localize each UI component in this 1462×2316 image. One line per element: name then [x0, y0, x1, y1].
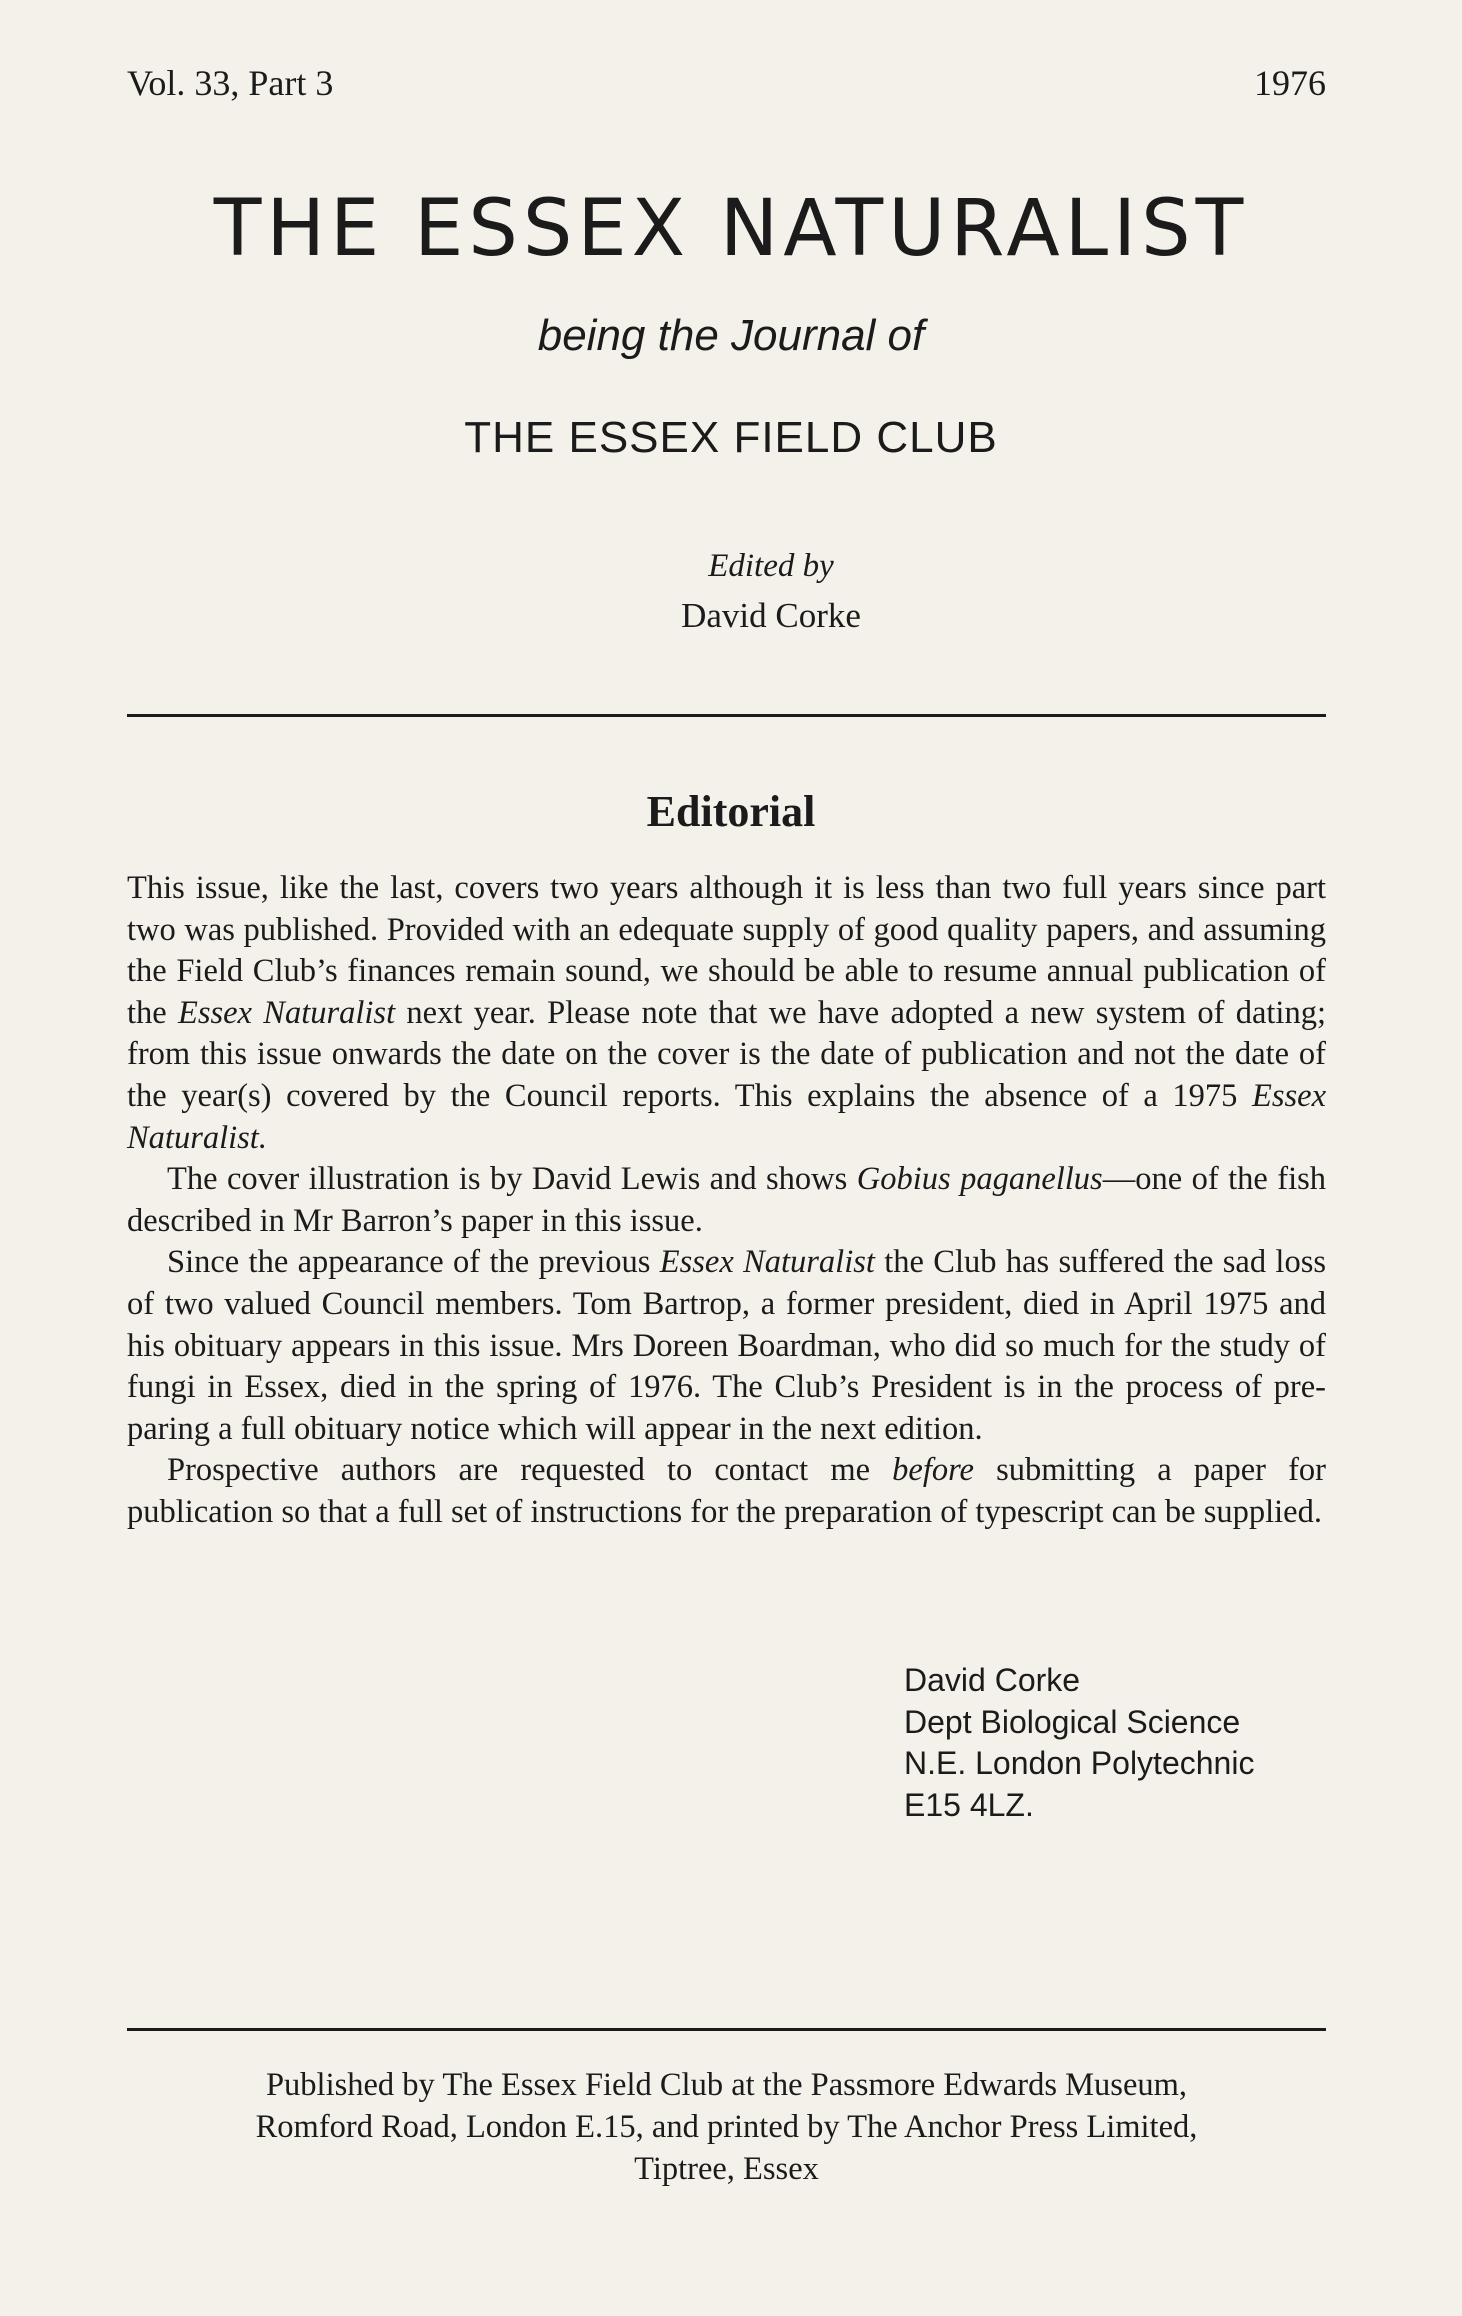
editor-signature	[904, 1660, 1254, 1826]
volume-label: Vol. 33, Part 3	[127, 63, 334, 103]
club-name: THE ESSEX FIELD CLUB	[464, 413, 998, 462]
editorial-paragraph-2: The cover illustration is by David Lewis and shows Gobius paganellus—one of the fish described in Mr Barron’s paper in this issue.	[127, 1161, 1327, 1239]
edited-by-label: Edited by	[708, 548, 834, 584]
signature-name: David Corke	[904, 1662, 1081, 1698]
divider-rule-bottom	[127, 2028, 1326, 2031]
editorial-heading: Editorial	[646, 787, 816, 836]
divider-rule-top	[127, 714, 1326, 717]
editor-name: David Corke	[681, 596, 861, 635]
editorial-paragraph-4: Prospective authors are requested to contact me before submitting a paper for publication so that a full set of instructions for the preparation of typescript can be supplied.	[127, 1452, 1326, 1530]
journal-title: THE ESSEX NATURALIST	[213, 184, 1249, 274]
publisher-imprint: Published by The Essex Field Club at the Passmore Edwards Museum, Romford Road, London E.15, and printed by The Anchor Press Limited, Tiptree, Essex	[255, 2067, 1198, 2187]
signature-department: Dept Biological Science	[904, 1703, 1241, 1740]
editorial-paragraph-1: This issue, like the last, covers two years although it is less than two full years since part two was published. Provided with an edequate supply of good quality papers, and assuming the Field Club’s finances remain sound, we should be able to resume annual publication of the Essex Naturalist next year. Please note that we have adopted a new system of dating; from this issue onwards the date on the cover is the date of publication and not the date of the year(s) covered by the Council reports. This explains the absence of a 1975 Essex Naturalist.	[127, 870, 1326, 1156]
editorial-body	[127, 868, 1326, 1534]
running-head	[127, 62, 1326, 112]
signature-postcode: E15 4LZ.	[904, 1786, 1034, 1823]
year-label: 1976	[1254, 63, 1326, 103]
signature-institution: N.E. London Polytechnic	[904, 1745, 1255, 1781]
journal-subtitle: being the Journal of	[537, 311, 925, 360]
editorial-paragraph-3: Since the appearance of the previous Essex Naturalist the Club has suffered the sad loss of two valued Council members. Tom Bartrop, a former president, died in April 1975 and his obituary appears in this issue. Mrs Doreen Boardman, who did so much for the study of fungi in Essex, died in the spring of 1976. The Club’s President is in the process of preparing a full obituary notice which will appear in the next edition.	[127, 1244, 1326, 1447]
